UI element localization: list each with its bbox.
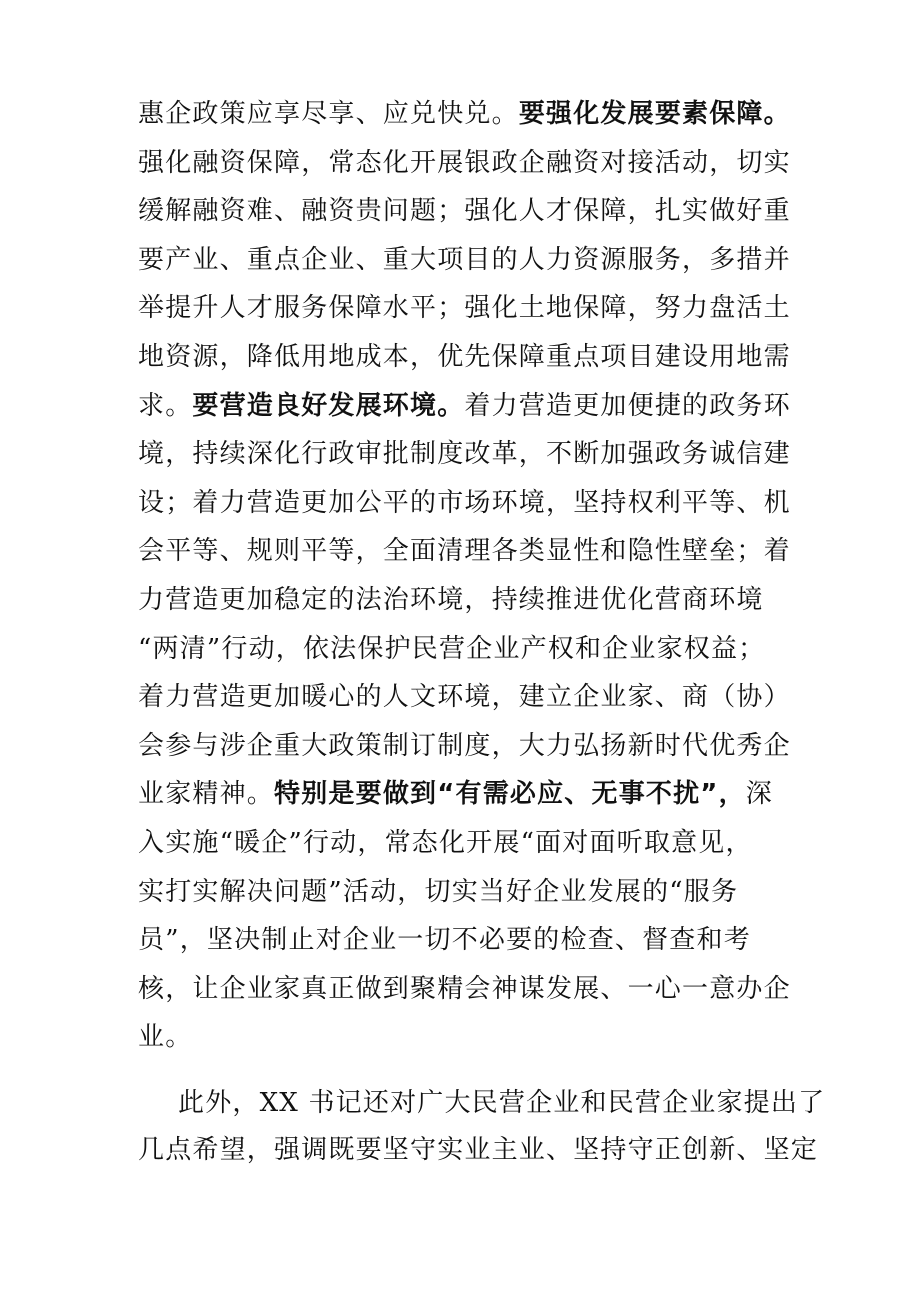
body-text: “两清”行动，依法保护民营企业产权和企业家权益；	[138, 633, 766, 664]
text-line	[138, 625, 778, 674]
body-text: 境，持续深化行政审批制度改革，不断加强政务诚信建	[138, 439, 791, 470]
body-text: 缓解融资难、融资贵问题；强化人才保障，扎实做好重	[138, 196, 791, 227]
bold-heading-text: 要强化发展要素保障。	[518, 99, 791, 129]
bold-heading-text: 特别是要做到“有需必应、无事不扰”，	[274, 779, 746, 810]
body-text: 业家精神。	[138, 779, 275, 810]
text-line	[138, 868, 778, 917]
text-line	[138, 722, 791, 771]
body-text: 着力营造更加便捷的政务环	[464, 390, 791, 421]
body-text: 业。	[138, 1022, 193, 1053]
body-text: 入实施“暖企”行动，常态化开展“面对面听取意见，	[138, 827, 753, 858]
text-line	[138, 916, 778, 965]
text-line	[138, 819, 778, 868]
text-line	[138, 333, 791, 382]
text-line	[138, 382, 791, 431]
text-line	[138, 965, 791, 1014]
text-line	[138, 187, 791, 236]
body-text: 力营造更加稳定的法治环境，持续推进优化营商环境	[138, 584, 764, 615]
text-line	[138, 90, 791, 139]
paragraph-1	[138, 90, 791, 1062]
body-text: 实打实解决问题”活动，切实当好企业发展的“服务	[138, 876, 739, 907]
bold-heading-text: 要营造良好发展环境。	[192, 390, 465, 421]
text-line	[138, 576, 778, 625]
text-line	[138, 430, 791, 479]
body-text: 员”，坚决制止对企业一切不必要的检查、督查和考	[138, 925, 751, 956]
body-text: 举提升人才服务保障水平；强化土地保障，努力盘活土	[138, 293, 791, 324]
body-text: 深	[745, 779, 773, 810]
text-line	[138, 139, 791, 188]
body-text: 着力营造更加暖心的人文环境，建立企业家、商（协）	[138, 682, 791, 713]
body-text: 会参与涉企重大政策制订制度，大力弘扬新时代优秀企	[138, 730, 791, 761]
body-text: 强化融资保障，常态化开展银政企融资对接活动，切实	[138, 147, 791, 178]
body-text: 要产业、重点企业、重大项目的人力资源服务，多措并	[138, 244, 791, 275]
text-line	[138, 284, 791, 333]
body-text: 此外，XX 书记还对广大民营企业和民营企业家提出了	[178, 1088, 826, 1118]
body-text: 求。	[138, 390, 193, 421]
body-text: 会平等、规则平等，全面清理各类显性和隐性壁垒；着	[138, 536, 791, 567]
text-line	[138, 1127, 819, 1174]
body-text: 地资源，降低用地成本，优先保障重点项目建设用地需	[138, 341, 791, 372]
text-line	[138, 1080, 826, 1127]
body-text: 几点希望，强调既要坚守实业主业、坚持守正创新、坚定	[138, 1135, 819, 1165]
paragraph-2	[138, 1080, 826, 1174]
body-text: 设；着力营造更加公平的市场环境，坚持权利平等、机	[138, 487, 791, 518]
text-line	[138, 527, 791, 576]
text-line	[138, 1013, 778, 1062]
text-line	[138, 770, 778, 819]
text-line	[138, 479, 791, 528]
text-line	[138, 673, 791, 722]
body-text: 核，让企业家真正做到聚精会神谋发展、一心一意办企	[138, 973, 791, 1004]
body-text: 惠企政策应享尽享、应兑快兑。	[138, 99, 519, 129]
text-line	[138, 236, 791, 285]
